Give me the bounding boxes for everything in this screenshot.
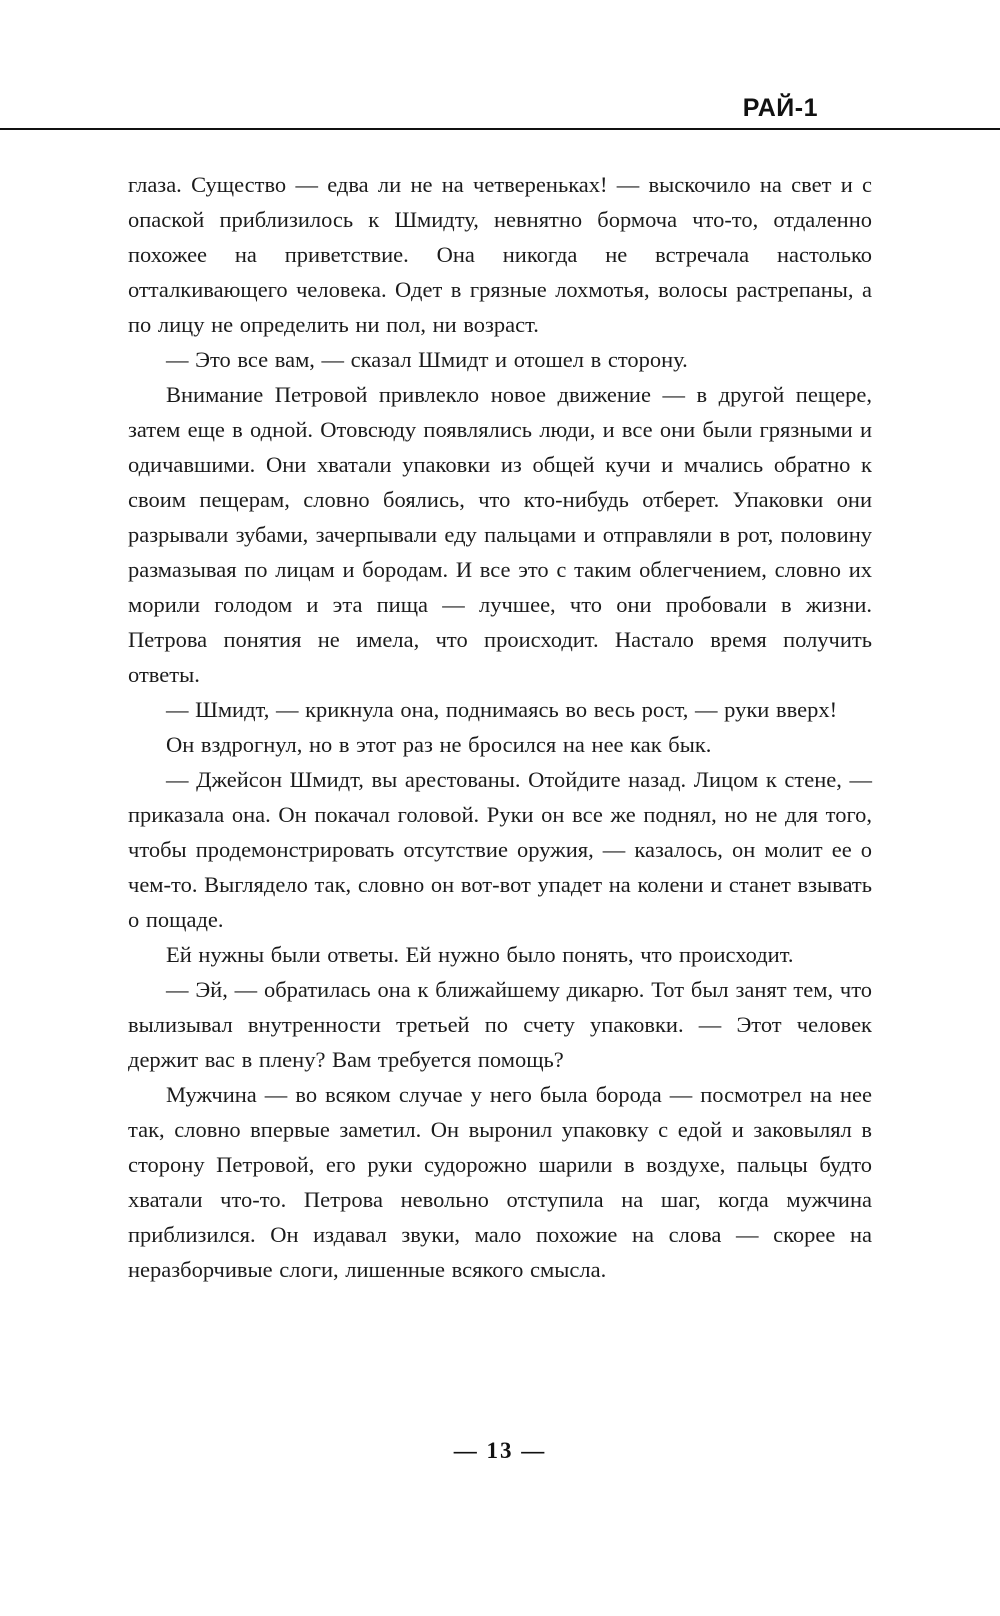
paragraph: Он вздрогнул, но в этот раз не бросился на нее как бык. [166, 732, 712, 757]
paragraph: — Это все вам, — сказал Шмидт и отошел в сторону. [166, 347, 688, 372]
paragraph: — Шмидт, — крикнула она, поднимаясь во весь рост, — руки вверх! [166, 697, 838, 722]
paragraph: глаза. Существо — едва ли не на четвереньках! — выскочило на свет и с опаской приблизилось к Шмидту, невнятно бормоча что-то, отдаленно похожее на приветствие. Она никогда не встречала настолько отталкивающего человека. Одет в грязные лохмотья, волосы растрепаны, а по лицу не определить ни пол, ни возраст. [128, 172, 872, 337]
paragraph: — Эй, — обратилась она к ближайшему дикарю. Тот был занят тем, что вылизывал внутренности третьей по счету упаковки. — Этот человек держит вас в плену? Вам требуется помощь? [128, 977, 872, 1072]
paragraph: Мужчина — во всяком случае у него была борода — посмотрел на нее так, словно впервые заметил. Он выронил упаковку с едой и заковылял в сторону Петровой, его руки судорожно шарили в воздухе, пальцы будто хватали что-то. Петрова невольно отступила на шаг, когда мужчина приблизился. Он издавал звуки, мало похожие на слова — скорее на неразборчивые слоги, лишенные всякого смысла. [128, 1082, 872, 1282]
page-number: — 13 — [453, 1438, 547, 1463]
body-text [128, 167, 872, 1287]
paragraph: Ей нужны были ответы. Ей нужно было понять, что происходит. [166, 942, 794, 967]
header-rule [0, 128, 1000, 130]
paragraph: Внимание Петровой привлекло новое движение — в другой пещере, затем еще в одной. Отовсюду появлялись люди, и все они были грязными и одичавшими. Они хватали упаковки из общей кучи и мчались обратно к своим пещерам, словно боялись, что кто-нибудь отберет. Упаковки они разрывали зубами, зачерпывали еду пальцами и отправляли в рот, половину размазывая по лицам и бородам. И все это с таким облегчением, словно их морили голодом и эта пища — лучшее, что они пробовали в жизни. Петрова понятия не имела, что происходит. Настало время получить ответы. [128, 382, 872, 687]
paragraph: — Джейсон Шмидт, вы арестованы. Отойдите назад. Лицом к стене, — приказала она. Он покачал головой. Руки он все же поднял, но не для того, чтобы продемонстрировать отсутствие оружия, — казалось, он молит ее о чем-то. Выглядело так, словно он вот-вот упадет на колени и станет взывать о пощаде. [128, 767, 872, 932]
running-header-title: РАЙ-1 [742, 94, 818, 122]
